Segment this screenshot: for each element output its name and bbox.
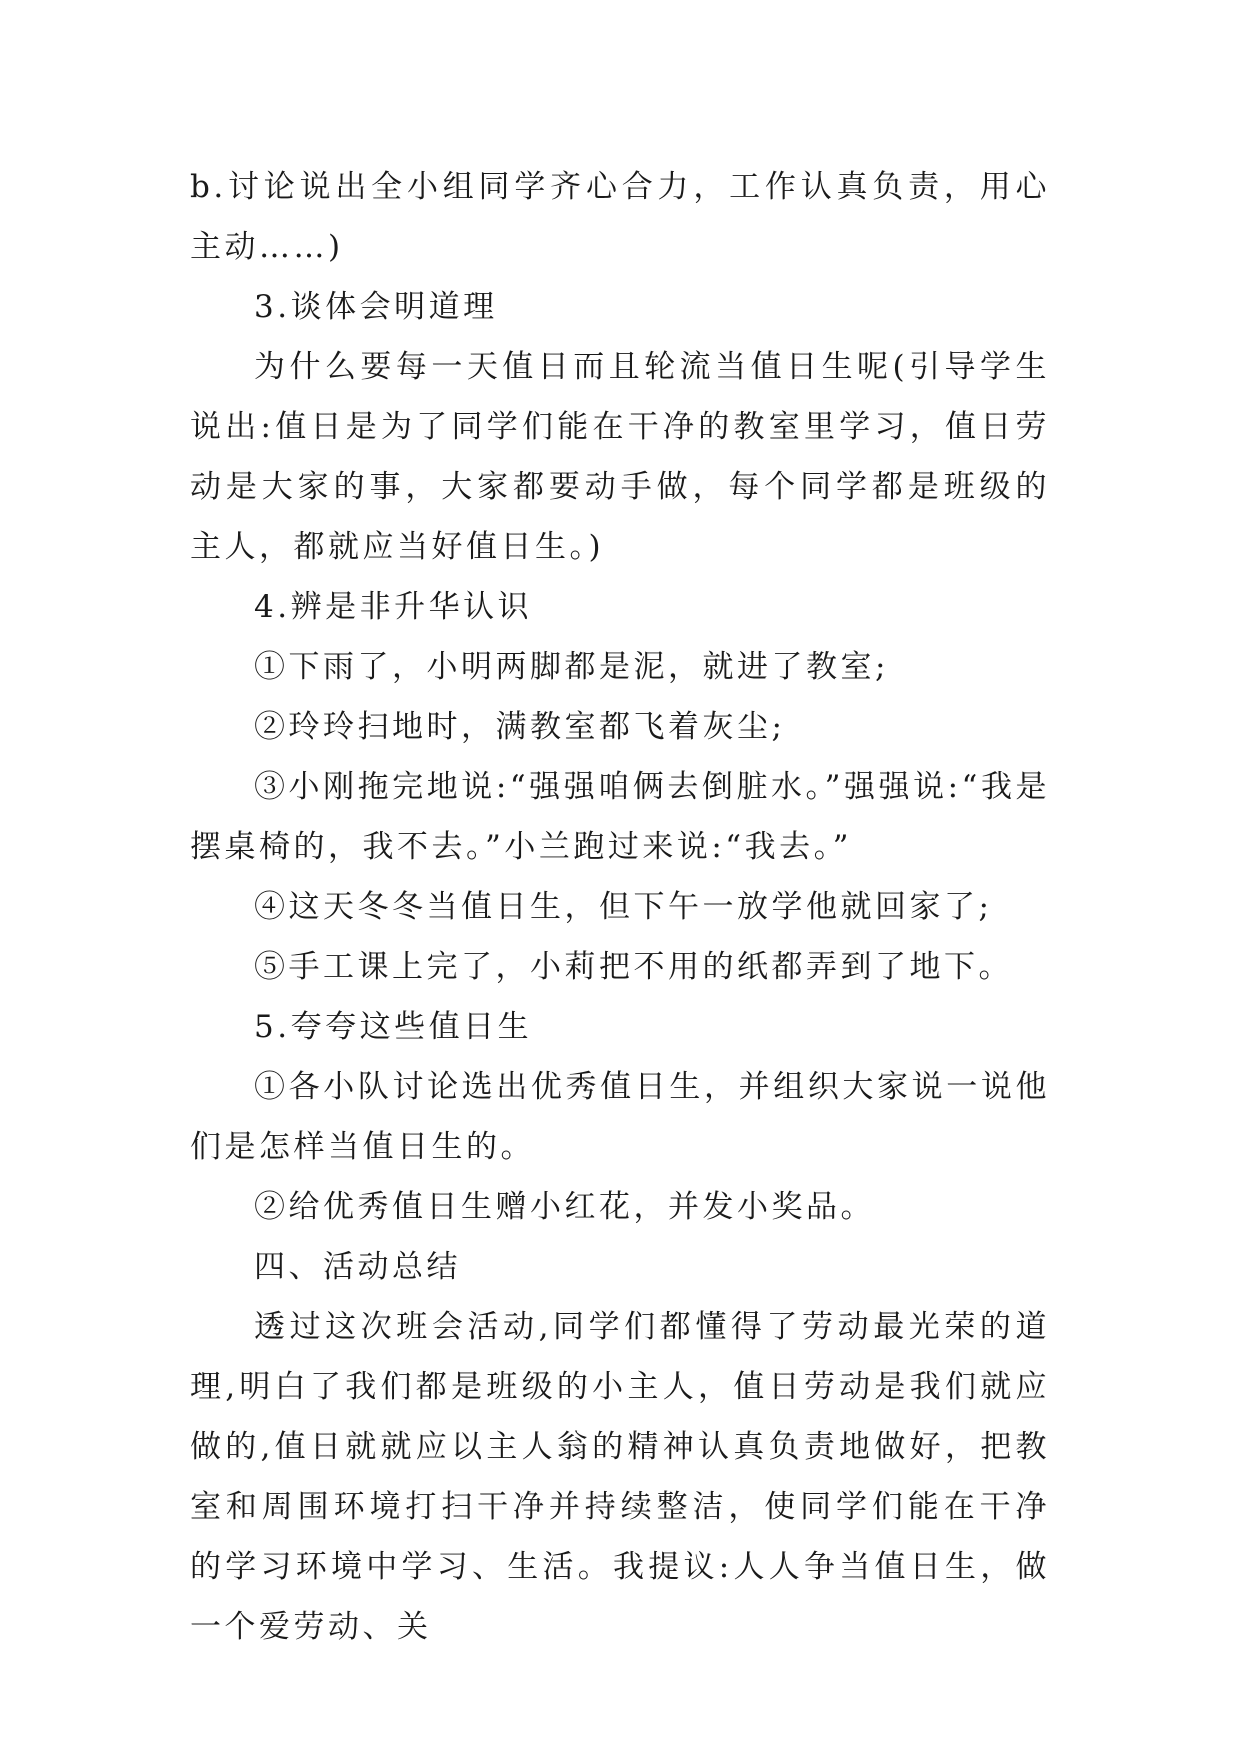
heading-summary: 四、活动总结 [254, 1249, 461, 1285]
list-item-case-1: ①下雨了，小明两脚都是泥，就进了教室; [254, 649, 889, 685]
heading-step-4: 4.辨是非升华认识 [254, 589, 533, 625]
heading-step-3: 3.谈体会明道理 [254, 289, 498, 325]
paragraph-discussion-b: b.讨论说出全小组同学齐心合力，工作认真负责，用心主动……) [190, 169, 1050, 265]
list-item-case-3: ③小刚拖完地说:“强强咱俩去倒脏水。”强强说:“我是摆桌椅的，我不去。”小兰跑过来说:“我去。” [190, 769, 1050, 865]
heading-step-5: 5.夸夸这些值日生 [254, 1009, 533, 1045]
document-body [190, 157, 1050, 1657]
list-item-praise-2: ②给优秀值日生赠小红花，并发小奖品。 [254, 1189, 875, 1225]
list-item-case-5: ⑤手工课上完了，小莉把不用的纸都弄到了地下。 [254, 949, 1013, 985]
list-item-case-4: ④这天冬冬当值日生，但下午一放学他就回家了; [254, 889, 993, 925]
paragraph-why-duty: 为什么要每一天值日而且轮流当值日生呢(引导学生说出:值日是为了同学们能在干净的教室里学习，值日劳动是大家的事，大家都要动手做，每个同学都是班级的主人，都就应当好值日生。) [190, 349, 1050, 565]
list-item-praise-1: ①各小队讨论选出优秀值日生，并组织大家说一说他们是怎样当值日生的。 [190, 1069, 1050, 1165]
list-item-case-2: ②玲玲扫地时，满教室都飞着灰尘; [254, 709, 786, 745]
paragraph-summary: 透过这次班会活动,同学们都懂得了劳动最光荣的道理,明白了我们都是班级的小主人，值日劳动是我们就应做的,值日就就应以主人翁的精神认真负责地做好，把教室和周围环境打扫干净并持续整洁，使同学们能在干净的学习环境中学习、生活。我提议:人人争当值日生，做一个爱劳动、关 [190, 1309, 1050, 1645]
